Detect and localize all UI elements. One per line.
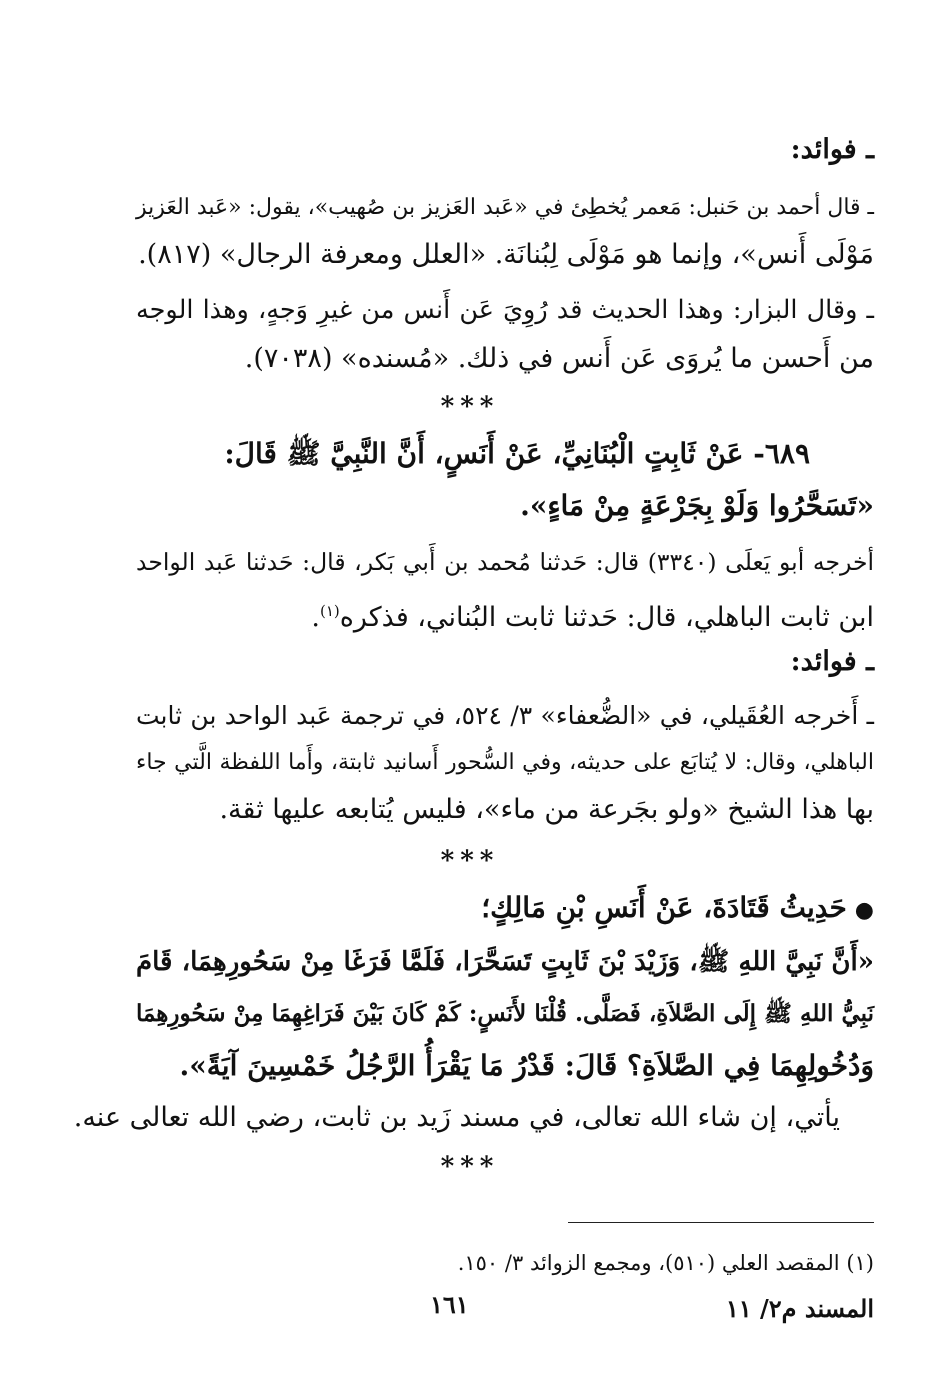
hadith-line: وَدُخُولِهِمَا فِي الصَّلاَةِ؟ قَالَ: قَدْرُ مَا يَقْرَأُ الرَّجُلُ خَمْسِينَ آيَةً». (179, 1049, 874, 1082)
cross-reference-note: يأتي، إن شاء الله تعالى، في مسند زَيد بن ثابت، رضي الله تعالى عنه. (73, 1102, 840, 1133)
text-line: الباهلي، وقال: لا يُتابَع على حديثه، وفي السُّحور أَسانيد ثابتة، وأَما اللفظة الَّتي جاء (136, 750, 874, 775)
separator: *** (440, 1152, 500, 1182)
text-line: ـ أَخرجه العُقَيلي، في «الضُّعفاء» ٣/ ٥٢٤، في ترجمة عَبد الواحد بن ثابت (136, 701, 874, 730)
hadith-line: ٦٨٩- عَنْ ثَابِتٍ الْبُنَانِيِّ، عَنْ أَنَسٍ، أَنَّ النَّبِيَّ ﷺ قَالَ: (224, 437, 810, 470)
text-line: ـ وقال البزار: وهذا الحديث قد رُوِيَ عَن أَنس من غيرِ وَجهٍ، وهذا الوجه (136, 295, 874, 325)
text-line: أخرجه أبو يَعلَى (٣٣٤٠) قال: حَدثنا مُحمد بن أَبي بَكر، قال: حَدثنا عَبد الواحد (136, 548, 875, 576)
separator: *** (440, 846, 500, 876)
text-line: مَوْلَى أَنس»، وإنما هو مَوْلَى لِبُنانَة. «العلل ومعرفة الرجال» (٨١٧). (138, 239, 874, 270)
page-number: ١٦١ (430, 1290, 469, 1319)
section-heading: ـ فوائد: (790, 134, 874, 165)
bullet-icon: ● (854, 897, 874, 923)
hadith-heading-text: حَدِيثُ قَتَادَةَ، عَنْ أَنَسِ بْنِ مَالِكٍ؛ (481, 891, 847, 924)
hadith-heading (481, 886, 874, 932)
hadith-line: نَبِيُّ اللهِ ﷺ إِلَى الصَّلاَةِ، فَصَلَّى. قُلْنَا لأَنَسٍ: كَمْ كَانَ بَيْنَ فَرَاغِهِمَا مِنْ سَحُورِهِمَا (136, 1000, 874, 1027)
text-span: . (311, 602, 320, 633)
text-span: ابن ثابت الباهلي، قال: حَدثنا ثابت البُناني، فذكره (339, 602, 874, 633)
section-heading: ـ فوائد: (790, 646, 874, 677)
footnote-reference: (١) (319, 602, 340, 620)
volume-signature: المسند م٢/ ١١ (725, 1294, 874, 1323)
hadith-line: «تَسَحَّرُوا وَلَوْ بِجَرْعَةٍ مِنْ مَاءٍ». (520, 489, 874, 522)
text-line: من أَحسن ما يُروَى عَن أَنس في ذلك. «مُسنده» (٧٠٣٨). (244, 343, 874, 374)
text-line: ـ قال أحمد بن حَنبل: مَعمر يُخطِئ في «عَبد العَزيز بن صُهيب»، يقول: «عَبد العَزيز (136, 195, 874, 220)
separator: *** (440, 392, 500, 422)
footnote: (١) المقصد العلي (٥١٠)، ومجمع الزوائد ٣/ ١٥٠. (457, 1251, 874, 1275)
text-line: بها هذا الشيخ «ولو بجَرعة من ماء»، فليس يُتابعه عليها ثقة. (219, 794, 874, 825)
hadith-line: «أَنَّ نَبِيَّ اللهِ ﷺ، وَزَيْدَ بْنَ ثَابِتٍ تَسَحَّرَا، فَلَمَّا فَرَغَا مِنْ سَحُورِهِمَا، قَامَ (136, 947, 874, 977)
text-line (311, 589, 874, 640)
footnote-rule (568, 1222, 874, 1223)
